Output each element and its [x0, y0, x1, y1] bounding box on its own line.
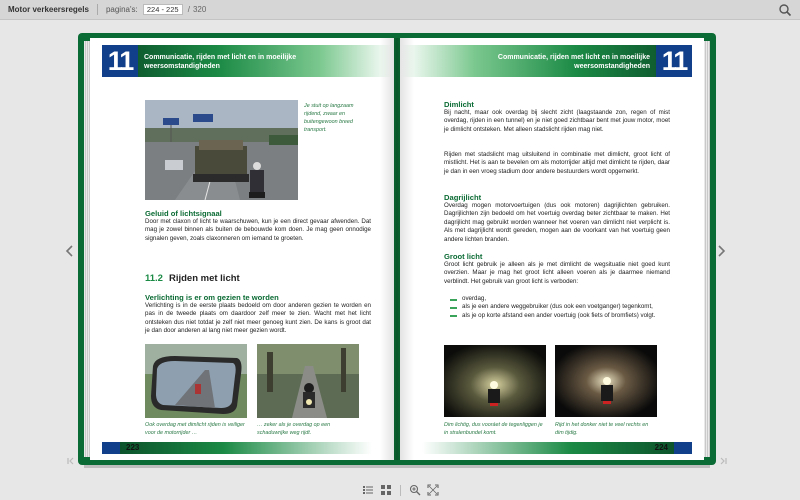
heading-verlichting: Verlichting is er om gezien te worden — [145, 293, 279, 302]
heading-dimlicht: Dimlicht — [444, 100, 474, 109]
page-number-right: 224 — [654, 443, 668, 452]
chapter-header-left — [102, 45, 392, 77]
book-shadow — [84, 465, 710, 468]
left-page[interactable] — [90, 38, 394, 460]
footer-band-left — [102, 442, 372, 454]
chapter-number: 11 — [656, 45, 692, 77]
photo-night-groot-licht — [555, 345, 657, 417]
chapter-title: Communicatie, rijden met licht en in moeilijke weersomstandigheden — [144, 54, 297, 70]
fullscreen-icon[interactable] — [427, 484, 439, 496]
chapter-title: Communicatie, rijden met licht en in moeilijke weersomstandigheden — [497, 54, 650, 70]
page-edges-right — [703, 41, 710, 457]
first-page-icon[interactable] — [66, 456, 76, 466]
grid-view-icon[interactable] — [380, 484, 392, 496]
paragraph-dimlicht-1: Bij nacht, maar ook overdag bij slecht zicht (laagstaande zon, regen of mist overdag, rijden in een tunnel) en je niet goed zichtbaar bent met jouw motor, moet je dimlicht ontsteken. Met alleen stadslicht rijden mag niet. — [444, 109, 670, 133]
app-title: Motor verkeersregels — [8, 5, 89, 14]
caption-night-dimlicht: Dim lichtig, dus vooráet de tegenliggen je in stralenbundel komt. — [444, 422, 543, 436]
paragraph-verlichting: Verlichting is in de eerste plaats bedoeld om door anderen gezien te worden en pas in de tweede plaats om daardoor zelf meer te zien. Wacht met het licht ontsteken dus niet totdat je zelf niet meer genoeg kunt zien. De kans is groot dat je dan door anderen al lang niet meer gezien wordt. — [145, 302, 371, 335]
toolbar-divider — [400, 485, 401, 496]
paragraph-dagrijlicht: Overdag mogen motorvoertuigen (dus ook motoren) dagrijlichten gebruiken. Dagrijlichten zijn bedoeld om het voertuig overdag beter zichtbaar te maken. Het dagrijlicht mag gebruikt worden wanneer het voeren van dimlicht niet verplicht is. Als met dagrijlicht wordt gereden, mogen aan de voorkant van het voertuig geen andere lichten branden. — [444, 202, 670, 243]
paragraph-dimlicht-2: Rijden met stadslicht mag uitsluitend in combinatie met dimlicht, groot licht of mistlicht. Het is aan te bevelen om als motorrijder altijd met dimlicht te rijden, daar je dan in een vroeg stadium door andere bestuurders wordt opgemerkt. — [444, 151, 670, 175]
list-item: als je op korte afstand een ander voertuig (ook fiets of bromfiets) volgt. — [450, 312, 670, 320]
total-pages: 320 — [192, 5, 207, 14]
caption-night-groot-licht: Rijd in het donker niet te veel rechts en dim tijdig. — [555, 422, 649, 436]
pages-slash: / — [187, 5, 190, 14]
photo-caption: Je stuit op langzaam rijdend, zwaar en buitengewoon breed transport. — [304, 103, 354, 133]
photo-heavy-transport — [145, 100, 298, 200]
paragraph-geluid: Door met claxon of licht te waarschuwen, kun je een direct gevaar afwenden. Dat mag je zowel binnen als buiten de bebouwde kom doen. Je mag geen onnodige signalen geven, zoals claxonneren om iemand te groeten. — [145, 218, 371, 242]
page-number-input[interactable]: 224 - 225 — [143, 4, 183, 15]
paragraph-groot-licht: Groot licht gebruik je alleen als je met dimlicht de wegsituatie niet goed kunt overzien. Maar je mag het groot licht alleen voeren als je daarmee niemand verblindt. Het gebruik van groot licht is verboden: — [444, 261, 670, 285]
caption-mirror: Ook overdag met dimlicht rijden is veiliger voor de motorrijder … — [145, 422, 245, 436]
toolbar-divider — [97, 4, 98, 15]
footer-tab-left — [102, 442, 120, 454]
photo-motorbike-lane — [257, 344, 359, 418]
top-toolbar — [0, 0, 800, 20]
heading-geluid: Geluid of lichtsignaal — [145, 209, 222, 218]
footer-band-right — [422, 442, 692, 454]
next-page-arrow-icon[interactable] — [715, 244, 727, 258]
right-page[interactable] — [400, 38, 704, 460]
previous-page-arrow-icon[interactable] — [64, 244, 76, 258]
last-page-icon[interactable] — [718, 456, 728, 466]
book-viewer — [78, 33, 716, 465]
heading-dagrijlicht: Dagrijlicht — [444, 193, 482, 202]
zoom-in-icon[interactable] — [409, 484, 421, 496]
section-title: Rijden met licht — [168, 273, 240, 284]
pages-label: pagina's: — [105, 5, 138, 14]
list-view-icon[interactable] — [362, 484, 374, 496]
photo-night-dimlicht — [444, 345, 546, 417]
list-item: als je een andere weggebruiker (dus ook een voetganger) tegenkomt, — [450, 303, 670, 311]
chapter-header-right — [402, 45, 692, 77]
caption-motorbike: … zeker als je overdag op een schaduwrijke weg rijdt. — [257, 422, 331, 436]
section-number: 11.2 — [145, 273, 163, 284]
photo-mirror — [145, 344, 247, 418]
page-number-left: 223 — [126, 443, 140, 452]
search-icon[interactable] — [778, 3, 792, 17]
bullet-list — [450, 295, 670, 320]
list-item: overdag, — [450, 295, 670, 303]
footer-tab-right — [674, 442, 692, 454]
heading-groot-licht: Groot licht — [444, 252, 483, 261]
bottom-toolbar — [0, 480, 800, 500]
chapter-number: 11 — [102, 45, 138, 77]
section-heading — [145, 273, 240, 284]
